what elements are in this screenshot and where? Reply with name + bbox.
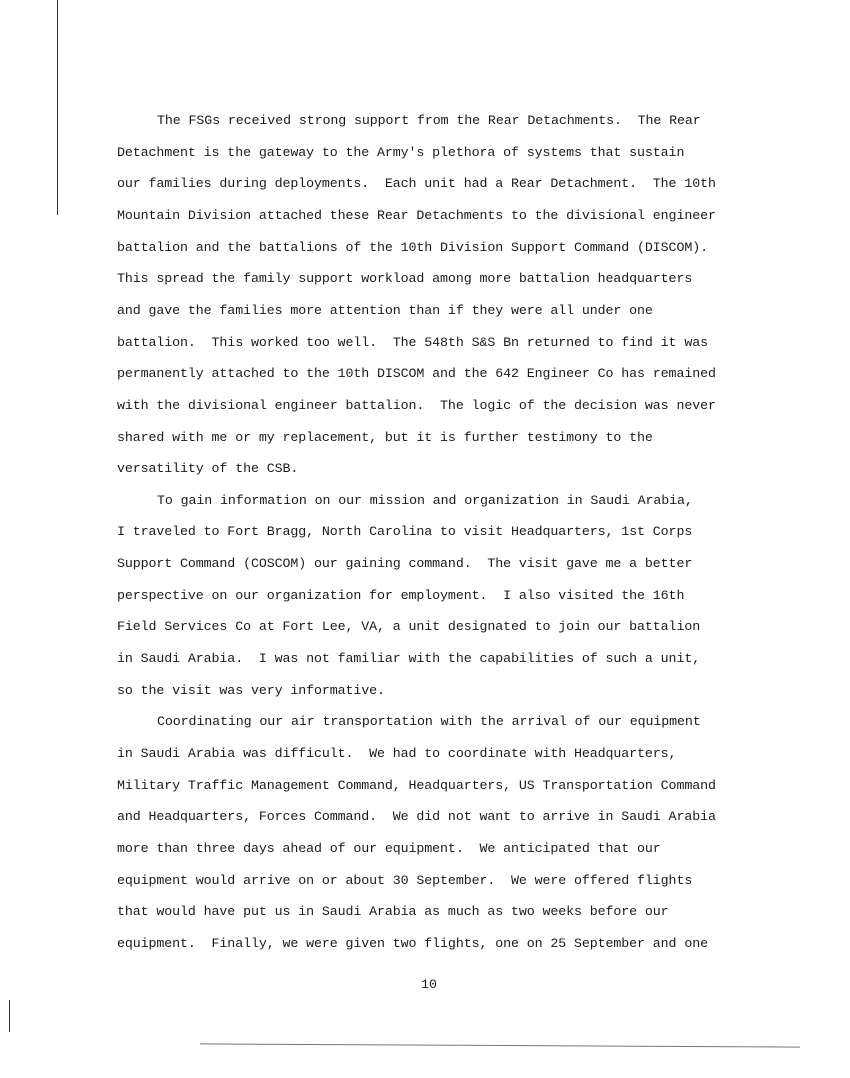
text-line: To gain information on our mission and organization in Saudi Arabia, <box>157 492 693 508</box>
text-line: equipment would arrive on or about 30 September. We were offered flights <box>117 872 693 888</box>
text-line: and Headquarters, Forces Command. We did not want to arrive in Saudi Arabia <box>117 809 716 825</box>
text-line: and gave the families more attention than if they were all under one <box>117 302 653 318</box>
text-line: Support Command (COSCOM) our gaining command. The visit gave me a better <box>117 556 693 572</box>
scan-edge-bottom <box>200 1043 800 1047</box>
text-line: so the visit was very informative. <box>117 682 385 698</box>
text-line: Detachment is the gateway to the Army's plethora of systems that sustain <box>117 144 685 160</box>
text-line: Mountain Division attached these Rear Detachments to the divisional engineer <box>117 207 716 223</box>
text-line: with the divisional engineer battalion. The logic of the decision was never <box>117 397 716 413</box>
text-line: battalion and the battalions of the 10th Division Support Command (DISCOM). <box>117 239 708 255</box>
scan-edge-left <box>57 0 58 215</box>
text-line: more than three days ahead of our equipment. We anticipated that our <box>117 840 661 856</box>
text-line: This spread the family support workload among more battalion headquarters <box>117 271 693 287</box>
text-line: in Saudi Arabia was difficult. We had to coordinate with Headquarters, <box>117 746 677 761</box>
text-line: The FSGs received strong support from the Rear Detachments. The Rear <box>157 113 701 128</box>
text-line: that would have put us in Saudi Arabia as much as two weeks before our <box>117 904 669 920</box>
page-number: 10 <box>421 977 437 992</box>
text-line: our families during deployments. Each unit had a Rear Detachment. The 10th <box>117 176 716 192</box>
text-line: Military Traffic Management Command, Headquarters, US Transportation Command <box>117 777 716 793</box>
text-line: I traveled to Fort Bragg, North Carolina to visit Headquarters, 1st Corps <box>117 524 693 540</box>
text-line: in Saudi Arabia. I was not familiar with the capabilities of such a unit, <box>117 651 701 667</box>
scan-edge-left-lower <box>9 1000 10 1032</box>
text-line: shared with me or my replacement, but it is further testimony to the <box>117 429 653 445</box>
text-line: battalion. This worked too well. The 548th S&S Bn returned to find it was <box>117 334 708 350</box>
text-line: permanently attached to the 10th DISCOM and the 642 Engineer Co has remained <box>117 366 716 382</box>
text-line: Coordinating our air transportation with the arrival of our equipment <box>157 714 701 730</box>
text-line: equipment. Finally, we were given two flights, one on 25 September and one <box>117 935 708 951</box>
text-line: Field Services Co at Fort Lee, VA, a unit designated to join our battalion <box>117 619 701 635</box>
text-line: perspective on our organization for employment. I also visited the 16th <box>117 587 685 603</box>
text-line: versatility of the CSB. <box>117 461 299 477</box>
